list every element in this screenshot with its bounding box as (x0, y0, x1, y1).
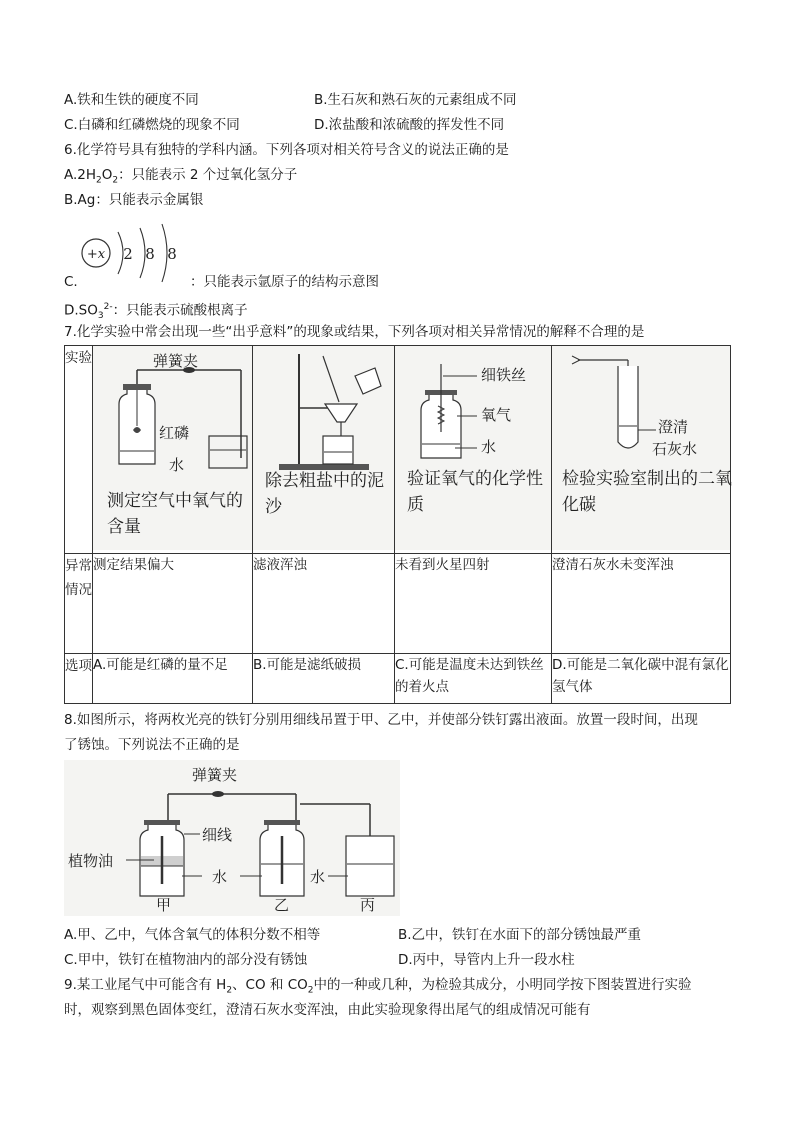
experiment-1-caption: 测定空气中氧气的含量 (107, 491, 243, 537)
label-water: 水 (169, 456, 185, 474)
q7-option-d: D.可能是二氧化碳中混有氯化氢气体 (552, 654, 731, 704)
abnormal-1: 测定结果偏大 (93, 554, 253, 654)
row-header-option: 选项 (65, 654, 93, 704)
q6-option-d: $D.SO_3^{2-}$：只能表示硫酸根离子 (64, 302, 248, 322)
q9-line2: 时，观察到黑色固体变红，澄清石灰水变浑浊，由此实验现象得出尾气的组成情况可能有 (64, 1002, 591, 1018)
q7-experiment-table (64, 345, 731, 704)
nucleus-charge: +x (86, 247, 106, 262)
label-water-2: 水 (310, 868, 326, 886)
q8-option-c: C.甲中，铁钉在植物油内的部分没有锈蚀 (64, 952, 308, 968)
label-bing: 丙 (360, 896, 376, 914)
label-fine-iron-wire: 细铁丝 (481, 366, 527, 384)
experiment-3-caption: 验证氧气的化学性质 (407, 469, 543, 515)
q8-option-d: D.丙中，导管内上升一段水柱 (398, 952, 575, 968)
row-header-abnormal: 异常情况 (65, 554, 93, 654)
label-thread: 细线 (202, 826, 233, 844)
q7-option-b: B.可能是滤纸破损 (253, 654, 395, 704)
label-red-phosphorus: 红磷 (159, 424, 190, 442)
atom-structure-diagram (74, 218, 194, 288)
q5-option-b: B.生石灰和熟石灰的元素组成不同 (314, 92, 517, 108)
iron-wire-combustion-apparatus (395, 346, 551, 476)
label-yi: 乙 (274, 896, 290, 914)
abnormal-3: 未看到火星四射 (395, 554, 552, 654)
abnormal-2: 滤液浑浊 (253, 554, 395, 654)
experiment-3-cell (395, 346, 552, 554)
q5-option-c: C.白磷和红磷燃烧的现象不同 (64, 117, 240, 133)
q8-stem-line2: 了锈蚀。下列说法不正确的是 (64, 737, 240, 753)
experiment-2-cell (253, 346, 395, 554)
experiment-4-caption: 检验实验室制出的二氧化碳 (562, 469, 732, 515)
q6-stem: 6.化学符号具有独特的学科内涵。下列各项对相关符号含义的说法正确的是 (64, 142, 509, 158)
q8-option-a: A.甲、乙中，气体含氧气的体积分数不相等 (64, 927, 321, 943)
label-water-1: 水 (212, 868, 228, 886)
q6-option-a: $A.2H_2O_2$：只能表示 2 个过氧化氢分子 (64, 167, 298, 186)
q8-option-b: B.乙中，铁钉在水面下的部分锈蚀最严重 (398, 927, 642, 943)
filtration-apparatus (253, 346, 393, 476)
label-clear: 澄清 (658, 418, 689, 436)
shell-2-count: 8 (145, 245, 155, 263)
label-water: 水 (481, 438, 497, 456)
q7-option-a: A.可能是红磷的量不足 (93, 654, 253, 704)
shell-3-count: 8 (167, 245, 177, 263)
label-vegetable-oil: 植物油 (68, 852, 114, 870)
label-oxygen: 氧气 (481, 406, 512, 424)
q9-line1: 9.某工业尾气中可能含有 $H_2$、CO 和 $CO_2$中的一种或几种，为检验其成分，小明同学按下图装置进行实验 (64, 977, 692, 996)
q8-figure (64, 760, 400, 916)
q5-option-d: D.浓盐酸和浓硫酸的挥发性不同 (314, 117, 505, 133)
label-limewater: 石灰水 (652, 440, 698, 458)
q5-option-a: A.铁和生铁的硬度不同 (64, 92, 199, 108)
label-spring-clip: 弹簧夹 (153, 352, 199, 370)
q8-stem-line1: 8.如图所示，将两枚光亮的铁钉分别用细线吊置于甲、乙中，并使部分铁钉露出液面。放置一段时间，出现 (64, 712, 698, 728)
q6-option-b: B.Ag：只能表示金属银 (64, 192, 204, 208)
label-spring-clip: 弹簧夹 (192, 766, 238, 784)
q7-stem: 7.化学实验中常会出现一些“出乎意料”的现象或结果，下列各项对相关异常情况的解释不合理的是 (64, 324, 645, 340)
abnormal-4: 澄清石灰水未变浑浊 (552, 554, 731, 654)
q6-option-c-label: C. (64, 274, 78, 290)
experiment-1-cell (93, 346, 253, 554)
co2-test-apparatus (552, 346, 728, 476)
q6-option-c-text: ：只能表示氩原子的结构示意图 (190, 274, 379, 290)
row-header-experiment: 实验 (65, 346, 93, 554)
shell-1-count: 2 (123, 245, 133, 263)
q7-option-c: C.可能是温度未达到铁丝的着火点 (395, 654, 552, 704)
experiment-2-caption: 除去粗盐中的泥沙 (265, 471, 384, 517)
label-jia: 甲 (156, 896, 172, 914)
spring-clip (212, 791, 224, 797)
experiment-4-cell (552, 346, 731, 554)
